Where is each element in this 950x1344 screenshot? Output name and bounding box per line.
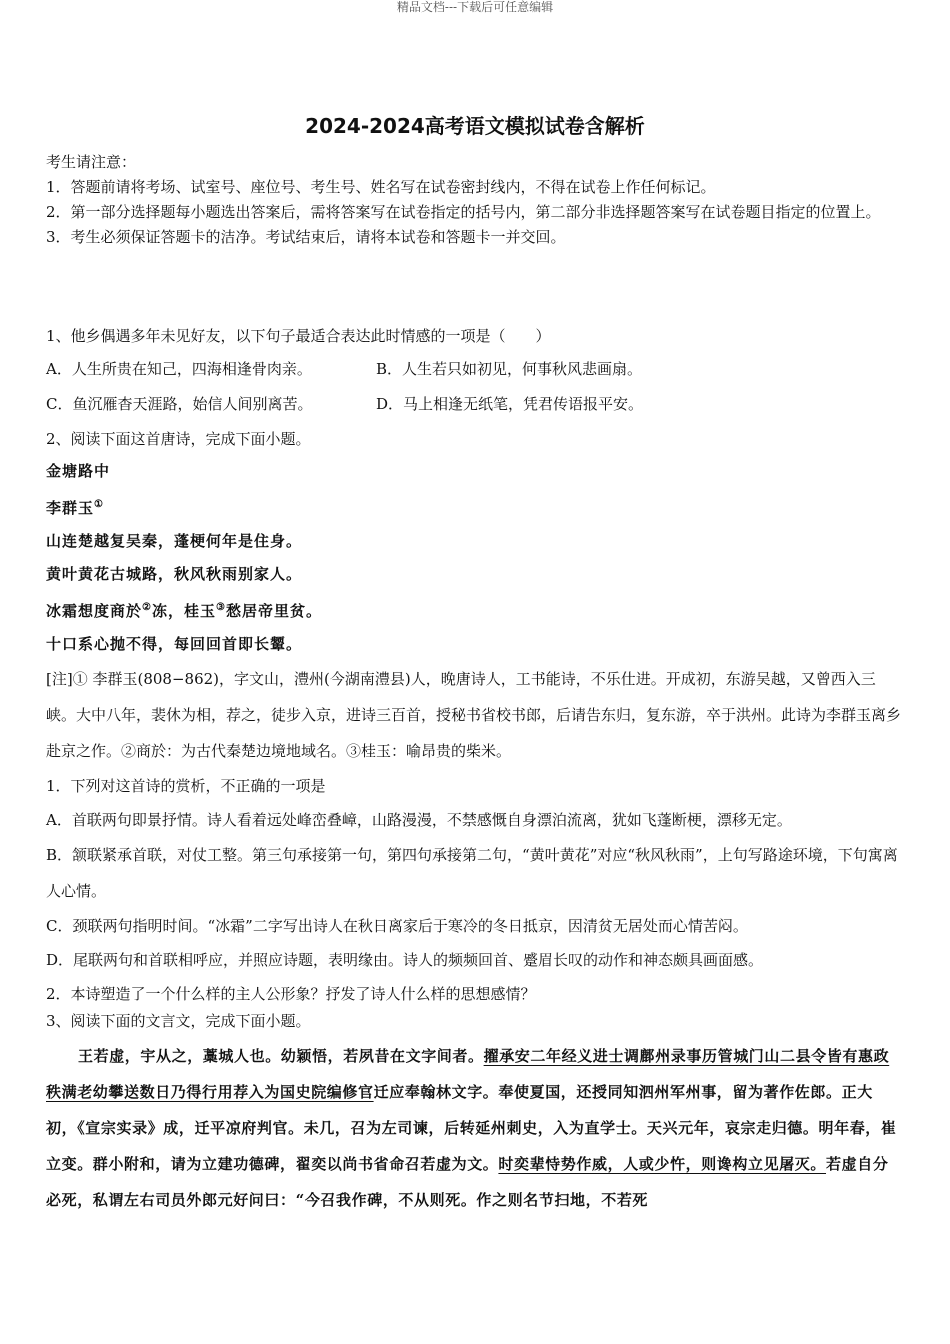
notice-item: 1．答题前请将考场、试室号、座位号、考生号、姓名写在试卷密封线内，不得在试卷上作任何标记。 [46,178,716,196]
notice-item: 3．考生必须保证答题卡的洁净。考试结束后，请将本试卷和答题卡一并交回。 [46,228,566,246]
poem-line: 山连楚越复吴秦，蓬梗何年是住身。 [46,532,303,550]
option-a: A．人生所贵在知己，四海相逢骨肉亲。 [46,360,312,378]
poem-line [46,591,904,628]
option-d: D．马上相逢无纸笔，凭君传语报平安。 [376,395,644,413]
poem-line: 十口系心抛不得，每回回首即长颦。 [46,635,303,653]
option-row [46,352,904,387]
sub-option-c: C．颈联两句指明时间。“冰霜”二字写出诗人在秋日离家后于寒冷的冬日抵京，因清贫无居处而心情苦闷。 [46,917,748,935]
passage-text: 王若虚，宇从之，藁城人也。幼颖悟，若夙昔在文字间者。 [78,1047,484,1065]
passage-underlined: 时奕辈恃势作威，人或少忤，则谗构立见屠灭。 [498,1155,827,1173]
poem-line-part: 愁居帝里贫。 [225,602,322,620]
sub-question-2: 2．本诗塑造了一个什么样的主人公形象？抒发了诗人什么样的思想感情？ [46,985,536,1003]
passage-text: 若虚自分必死，私谓左右司员外郎元好问曰：“今召我作碑，不从则死。作之则名节扫地，不若死 [46,1155,889,1209]
poem-footnote: [注]① 李群玉(808−862)，字文山，澧州(今湖南澧县)人，晚唐诗人，工书能诗，不乐仕进。开成初，东游吴越，又曾西入三峡。大中八年，裴休为相，荐之，徒步入京，进诗三百首，授秘书省校书郎，后请告东归，复东游，卒于洪州。此诗为李群玉离乡赴京之作。②商於：为古代秦楚边境地域名。③桂玉：喻昂贵的柴米。 [46,670,902,760]
poem-author-name: 李群玉 [46,499,95,517]
notice-section [46,150,904,250]
poem-author [46,488,904,525]
poem-title: 金塘路中 [46,462,111,480]
notice-heading: 考生请注意： [46,153,137,171]
question-stem: 1、他乡偶遇多年未见好友，以下句子最适合表达此时情感的一项是（ ） [46,327,551,345]
poem-line: 黄叶黄花古城路，秋风秋雨别家人。 [46,565,303,583]
question-2 [46,423,904,1011]
footnote-mark: ③ [216,602,226,613]
passage-underlined: 擢承安二年经义进士调鄜州录事历管城门山二县令皆有惠政秩满老幼攀送数日乃得行用荐入为国史院编修官 [46,1047,890,1101]
sub-option-d: D．尾联两句和首联相呼应，并照应诗题，表明缘由。诗人的频频回首、蹙眉长叹的动作和神态颇具画面感。 [46,951,764,969]
poem-line-part: 冻，桂玉 [151,602,216,620]
notice-item: 2．第一部分选择题每小题选出答案后，需将答案写在试卷指定的括号内，第二部分非选择题答案写在试卷题目指定的位置上。 [46,203,881,221]
page-title: 2024-2024高考语文模拟试卷含解析 [305,114,645,138]
question-3 [46,1004,904,1218]
sub-option-a: A．首联两句即景抒情。诗人看着远处峰峦叠嶂，山路漫漫，不禁感慨自身漂泊流离，犹如飞蓬断梗，漂移无定。 [46,811,792,829]
question-stem: 2、阅读下面这首唐诗，完成下面小题。 [46,430,311,448]
option-b: B．人生若只如初见，何事秋风悲画扇。 [376,360,643,378]
passage-text: 迁应奉翰林文字。奉使夏国，还授同知泗州军州事，留为著作佐郎。正大初，《宣宗实录》成，迁平凉府判官。未几，召为左司谏，后转延州刺史，入为直学士。天兴元年，哀宗走归德。明年春，崔立变。群小附和，请为立建功德碑，翟奕以尚书省命召若虚为文。 [46,1083,897,1173]
option-c: C．鱼沉雁杳天涯路，始信人间别离苦。 [46,395,313,413]
sub-question-1: 1．下列对这首诗的赏析，不正确的一项是 [46,777,326,795]
header-note: 精品文档---下载后可任意编辑 [396,0,554,14]
footnote-mark: ① [94,499,104,510]
sub-option-b: B．颔联紧承首联，对仗工整。第三句承接第一句，第四句承接第二句，“黄叶黄花”对应“秋风秋雨”，上句写路途环境，下句寓离人心情。 [46,846,898,900]
question-1 [46,320,904,422]
classical-passage [46,1038,904,1218]
question-stem: 3、阅读下面的文言文，完成下面小题。 [46,1012,311,1030]
poem-line-part: 冰霜想度商於 [46,602,143,620]
option-row [46,387,904,422]
footnote-mark: ② [142,602,152,613]
